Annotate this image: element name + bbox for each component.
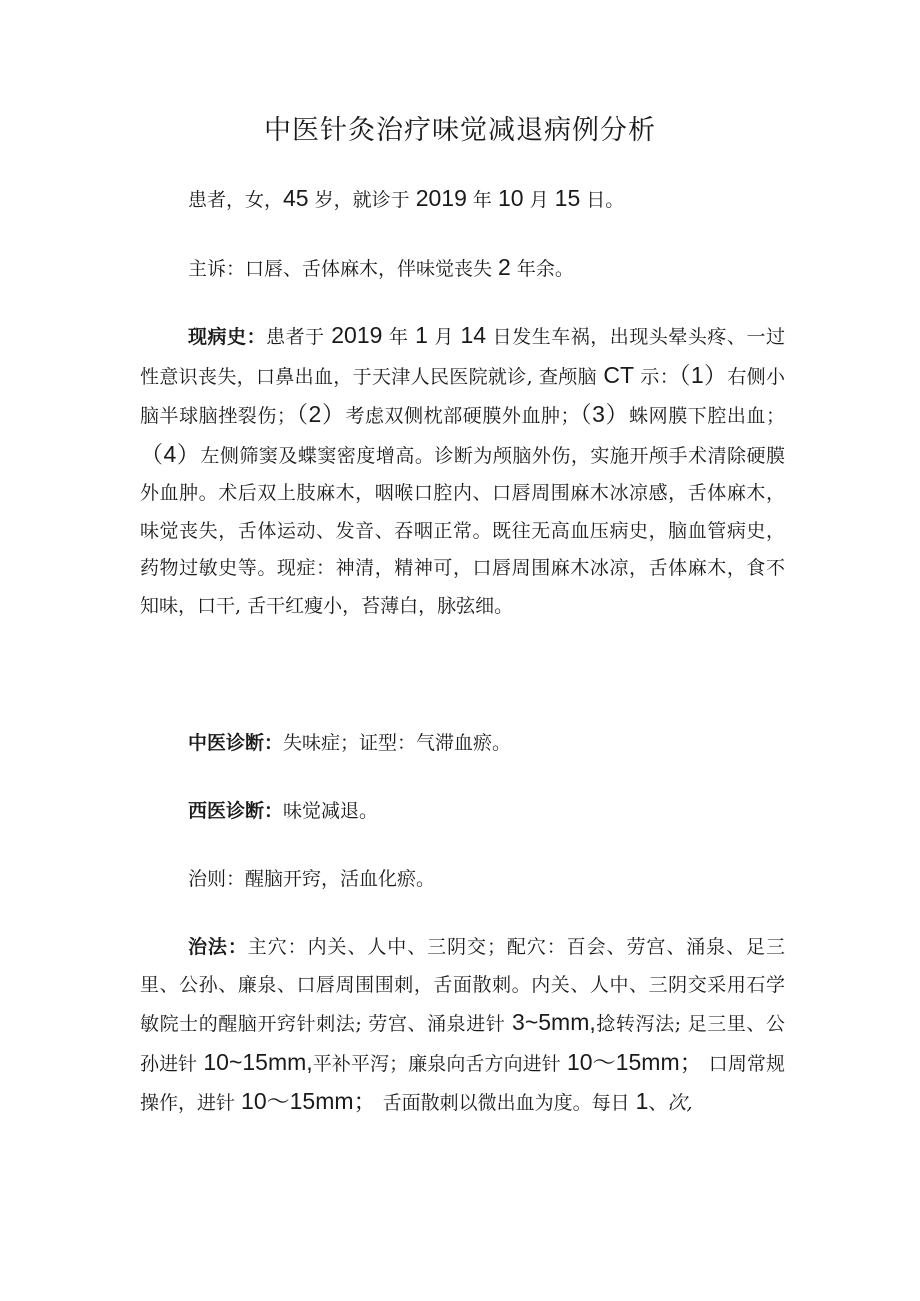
frequency-value: 1 — [635, 1088, 649, 1114]
method-text: 捻转泻法; 足三里、公孙进针 — [140, 1013, 785, 1075]
finding-number-2: （2） — [295, 401, 346, 427]
ct-label: CT — [603, 361, 635, 388]
document-title: 中医针灸治疗味觉减退病例分析 — [264, 115, 656, 146]
accident-day: 14 — [460, 322, 487, 348]
patient-text: 月 — [523, 189, 555, 211]
history-text: 年 — [382, 326, 416, 348]
tcm-diagnosis-label: 中医诊断： — [188, 732, 284, 754]
depth-value-3: 10～15mm； — [566, 1048, 703, 1075]
history-text: 月 — [427, 326, 461, 348]
visit-year: 2019 — [415, 185, 467, 211]
history-text: 日发生车祸，出现头晕头疼、一过性意识丧失，口鼻出血，于天津人民医院就诊, 查颅脑 — [140, 326, 785, 388]
complaint-text: 年余。 — [510, 258, 574, 280]
patient-age: 45 — [283, 185, 309, 211]
patient-text: 患者，女， — [188, 189, 284, 211]
western-diagnosis-label: 西医诊断： — [188, 800, 284, 822]
method-text: 、 — [648, 1092, 668, 1114]
finding-2: 考虑双侧枕部硬膜外血肿； — [345, 405, 580, 427]
method-text: 主穴：内关、人中、三阴交；配穴：百会、劳宫、涌泉、足三里、公孙、廉泉、口唇周围围刺，舌面散刺。内关、人中、三阴交采用石学敏院士的醒脑开窍针刺法; 劳宫、涌泉进针 — [140, 936, 785, 1035]
patient-info-paragraph — [140, 180, 785, 220]
depth-value-1: 3~5mm, — [512, 1009, 596, 1035]
tcm-diagnosis-text: 失味症；证型：气滞血瘀。 — [283, 732, 512, 754]
depth-value-2: 10~15mm, — [203, 1048, 313, 1075]
chief-complaint-paragraph — [140, 249, 785, 289]
treatment-method-label: 治法： — [188, 936, 248, 958]
treatment-method-paragraph — [140, 929, 785, 1123]
present-history-label: 现病史： — [188, 326, 267, 348]
finding-number-3: （3） — [579, 401, 630, 427]
depth-value-4: 10～15mm； — [241, 1088, 377, 1114]
visit-month: 10 — [497, 185, 524, 211]
history-text: 示： — [634, 365, 680, 388]
method-text: 平补平泻；廉泉向舌方向进针 — [312, 1052, 567, 1075]
accident-month: 1 — [415, 322, 428, 348]
treatment-principle-paragraph — [140, 861, 785, 899]
western-diagnosis-text: 味觉减退。 — [283, 800, 379, 822]
finding-1: 右侧小脑半球脑挫裂伤； — [140, 365, 785, 427]
western-diagnosis-paragraph — [140, 793, 785, 831]
patient-text: 年 — [466, 189, 498, 211]
patient-text: 日。 — [580, 189, 625, 211]
tcm-diagnosis-paragraph — [140, 725, 785, 763]
accident-year: 2019 — [331, 322, 383, 348]
finding-3: 蛛网膜下腔出血； — [629, 405, 785, 427]
complaint-years: 2 — [498, 254, 511, 280]
method-text: 舌面散刺以微出血为度。每日 — [376, 1092, 636, 1114]
patient-text: 岁，就诊于 — [308, 189, 416, 211]
history-text: 患者于 — [266, 326, 332, 348]
visit-day: 15 — [554, 185, 581, 211]
finding-4-and-course: 左侧筛窦及蝶窦密度增高。诊断为颅脑外伤，实施开颅手术清除硬膜外血肿。术后双上肢麻木，咽喉口腔内、口唇周围麻木冰凉感，舌体麻木，味觉丧失，舌体运动、发音、吞咽正常。既往无高血压病史，脑血管病史，药物过敏史等。现症：神清，精神可，口唇周围麻木冰凉，舌体麻木，食不知味，口干, 舌干红瘦小，苔薄白，脉弦细。 — [140, 444, 785, 617]
method-text: 口周常规操作，进针 — [140, 1052, 785, 1114]
treatment-principle-text: 治则：醒脑开窍，活血化瘀。 — [188, 868, 436, 890]
present-history-paragraph — [140, 317, 785, 625]
truncated-text: 次, — [667, 1092, 693, 1114]
finding-number-4: （4） — [140, 440, 201, 467]
complaint-text: 主诉：口唇、舌体麻木，伴味觉丧失 — [188, 258, 499, 280]
finding-number-1: （1） — [679, 361, 728, 388]
